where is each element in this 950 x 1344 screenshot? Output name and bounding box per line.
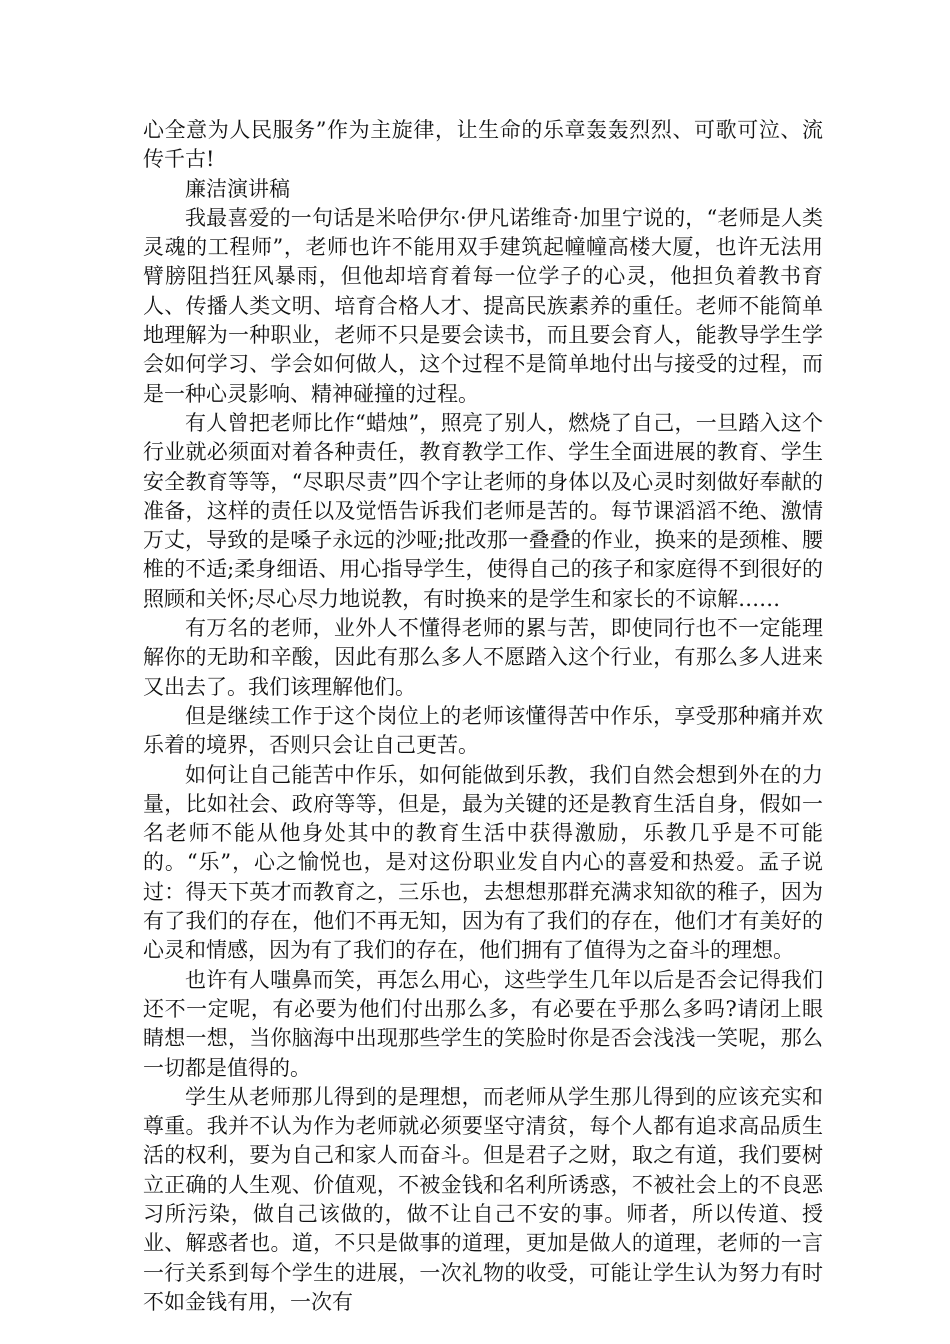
body-paragraph: 但是继续工作于这个岗位上的老师该懂得苦中作乐，享受那种痛并欢乐着的境界，否则只会让自己更苦。 <box>143 703 823 758</box>
body-paragraph: 有万名的老师，业外人不懂得老师的累与苦，即使同行也不一定能理解你的无助和辛酸，因此有那么多人不愿踏入这个行业，有那么多人进来又出去了。我们该理解他们。 <box>143 616 823 699</box>
continuation-paragraph: 心全意为人民服务”作为主旋律，让生命的乐章轰轰烈烈、可歌可泣、流传千古! <box>143 118 823 172</box>
document-title: 廉洁演讲稿 <box>185 176 290 201</box>
body-paragraph: 如何让自己能苦中作乐，如何能做到乐教，我们自然会想到外在的力量，比如社会、政府等等，但是，最为关键的还是教育生活自身，假如一名老师不能从他身处其中的教育生活中获得激励，乐教几乎是不可能的。“乐”，心之愉悦也，是对这份职业发自内心的喜爱和热爱。孟子说过：得天下英才而教育之，三乐也，去想想那群充满求知欲的稚子，因为有了我们的存在，他们不再无知，因为有了我们的存在，他们才有美好的心灵和情感，因为有了我们的存在，他们拥有了值得为之奋斗的理想。 <box>143 762 823 963</box>
body-paragraph: 也许有人嗤鼻而笑，再怎么用心，这些学生几年以后是否会记得我们还不一定呢，有必要为他们付出那么多，有必要在乎那么多吗?请闭上眼睛想一想，当你脑海中出现那些学生的笑脸时你是否会浅浅一笑呢，那么一切都是值得的。 <box>143 967 823 1080</box>
body-paragraph: 学生从老师那儿得到的是理想，而老师从学生那儿得到的应该充实和尊重。我并不认为作为老师就必须要坚守清贫，每个人都有追求高品质生活的权利，要为自己和家人而奋斗。但是君子之财，取之有道，我们要树立正确的人生观、价值观，不被金钱和名利所诱惑，不被社会上的不良恶习所污染，做自己该做的，做不让自己不安的事。师者，所以传道、授业、解惑者也。道，不只是做事的道理，更加是做人的道理，老师的一言一行关系到每个学生的进展，一次礼物的收受，可能让学生认为努力有时不如金钱有用，一次有 <box>143 1084 823 1314</box>
body-paragraph: 我最喜爱的一句话是米哈伊尔·伊凡诺维奇·加里宁说的，“老师是人类灵魂的工程师”，老师也许不能用双手建筑起幢幢高楼大厦，也许无法用臂膀阻挡狂风暴雨，但他却培育着每一位学子的心灵，他担负着教书育人、传播人类文明、培育合格人才、提高民族素养的重任。老师不能简单地理解为一种职业，老师不只是要会读书，而且要会育人，能教导学生学会如何学习、学会如何做人，这个过程不是简单地付出与接受的过程，而是一种心灵影响、精神碰撞的过程。 <box>143 205 823 406</box>
body-paragraph: 有人曾把老师比作“蜡烛”，照亮了别人，燃烧了自己，一旦踏入这个行业就必须面对着各种责任，教育教学工作、学生全面进展的教育、学生安全教育等等，“尽职尽责”四个字让老师的身体以及心灵时刻做好奉献的准备，这样的责任以及觉悟告诉我们老师是苦的。每节课滔滔不绝、激情万丈，导致的是嗓子永远的沙哑;批改那一叠叠的作业，换来的是颈椎、腰椎的不适;柔身细语、用心指导学生，使得自己的孩子和家庭得不到很好的照顾和关怀;尽心尽力地说教，有时换来的是学生和家长的不谅解…… <box>143 410 823 611</box>
document-page <box>143 116 823 1317</box>
